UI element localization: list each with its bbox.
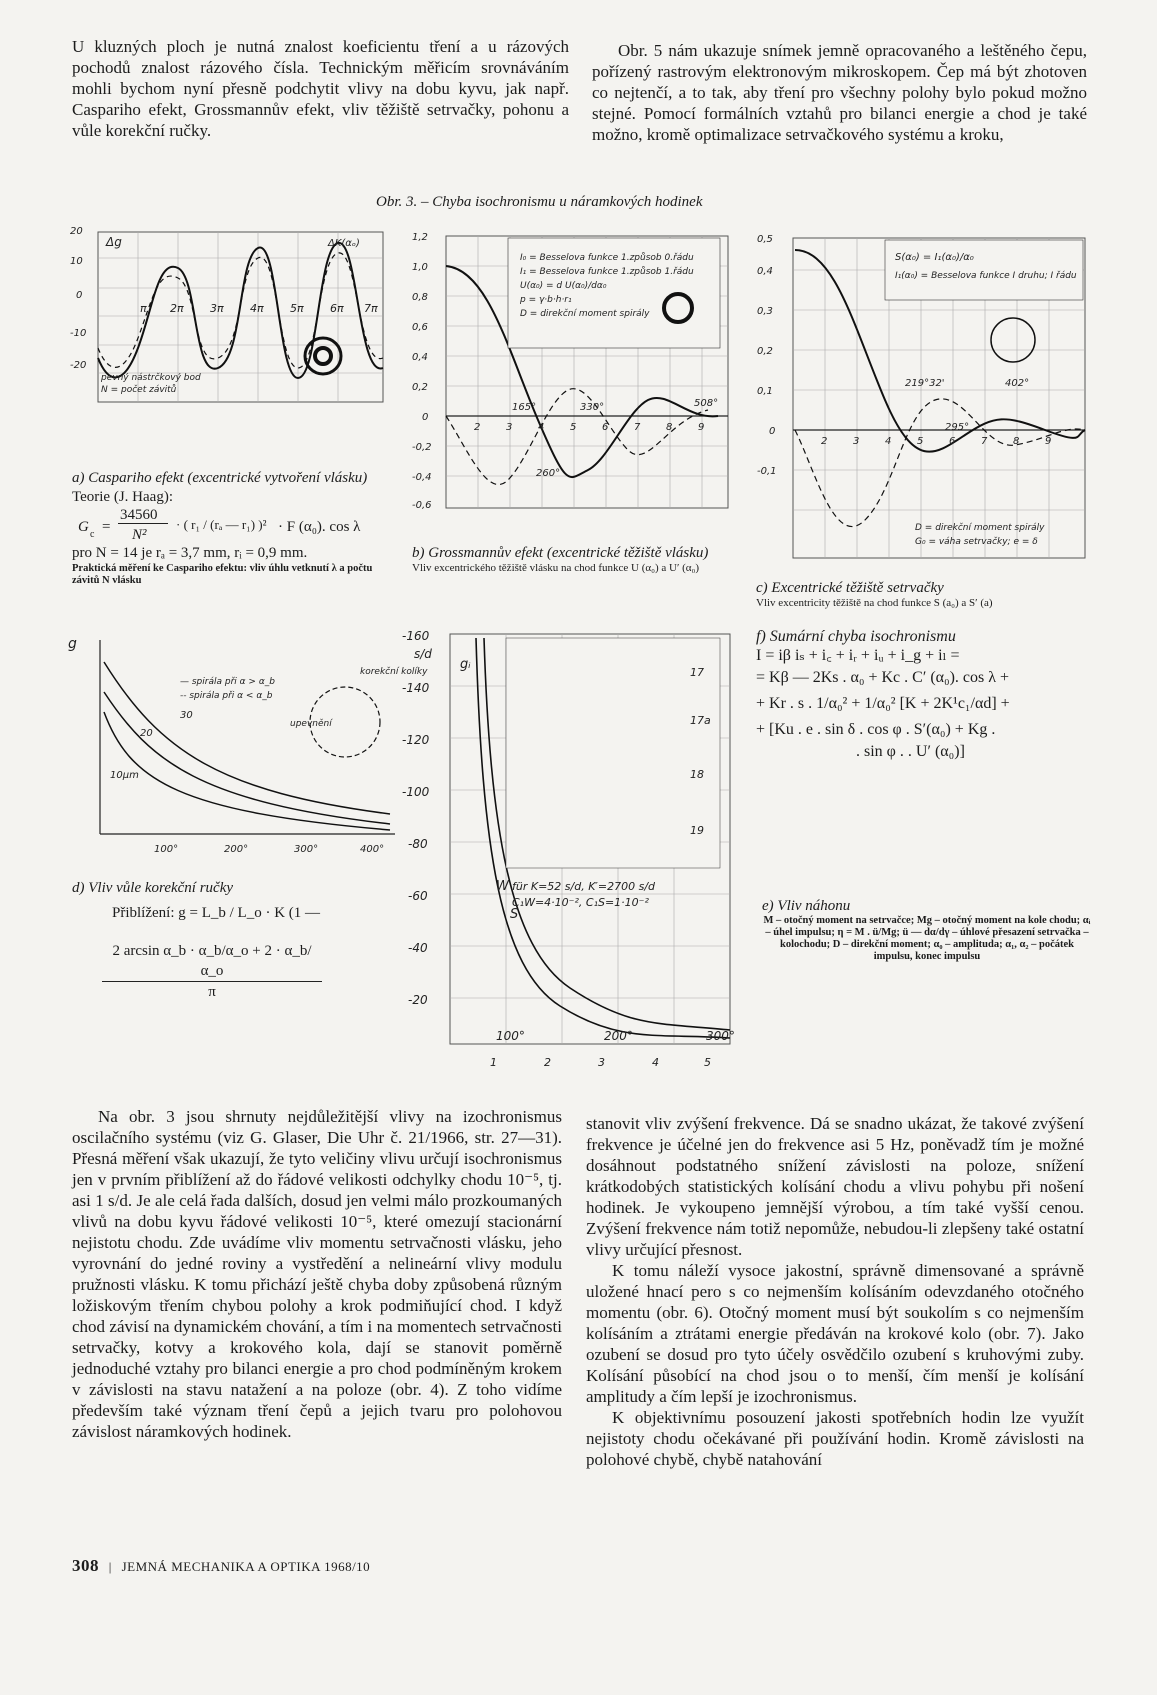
- y-tick: 1,2: [412, 232, 428, 243]
- y-tick: 0,5: [757, 234, 773, 245]
- y-tick: 0: [769, 426, 776, 437]
- legend-item: I₀ = Besselova funkce 1.způsob 0.řádu: [520, 253, 694, 263]
- panel-a-condition: pro N = 14 je rₐ = 3,7 mm, rᵢ = 0,9 mm.: [72, 545, 308, 561]
- w-label: W: [496, 879, 509, 894]
- eq-number: 17a: [690, 714, 711, 727]
- constants-label: C₁W=4·10⁻², C₁S=1·10⁻²: [512, 896, 649, 909]
- curve-label: 20: [140, 728, 153, 739]
- y-tick: -0,1: [757, 466, 777, 477]
- legend-item: -- spirála při α < α_b: [180, 691, 273, 701]
- formula-denominator: N²: [132, 527, 147, 543]
- top-right-paragraph: [592, 40, 1087, 145]
- turns-label: N = počet závitů: [101, 385, 177, 395]
- panel-e-text: [762, 898, 1092, 963]
- x-tick: 8: [1013, 436, 1020, 447]
- y-tick: -80: [408, 837, 428, 851]
- y-tick: -0,2: [412, 442, 432, 453]
- y-tick: 0: [422, 412, 429, 423]
- page-number: 308: [72, 1556, 99, 1575]
- panel-a-chart: [68, 228, 388, 408]
- panel-e-note: M – otočný moment na setrvačce; Mg – otočný moment na kole chodu; αᵢ – úhel impulsu; η = M . ü/Mg; ü — dα/dγ – úhlové přesazení setrvačka – kolochodu; D – direkční moment; α₀ – amplituda; α₁, α₂ – počátek impulsu, konec impulsu: [763, 915, 1091, 962]
- x-tick: 6: [949, 436, 956, 447]
- angle-label: 165°: [512, 402, 537, 413]
- formula-sub: c: [90, 529, 95, 540]
- y-tick: -10: [70, 328, 87, 339]
- x-tick: 5: [570, 422, 577, 433]
- y-tick: 0,4: [757, 266, 773, 277]
- x-tick: 7π: [364, 302, 378, 315]
- panel-a-text: [72, 470, 392, 587]
- x-tick: 6: [602, 422, 609, 433]
- angle-label: 508°: [694, 398, 719, 409]
- curve-label: 10μm: [110, 770, 139, 781]
- y-tick: -0,4: [412, 472, 432, 483]
- y-axis-label: g: [68, 636, 77, 652]
- mount-label: upevnění: [290, 719, 332, 729]
- y-tick: 0,8: [412, 292, 428, 303]
- x-tick: 1: [490, 1056, 497, 1069]
- x-tick: 100°: [496, 1029, 525, 1043]
- angle-label: 402°: [1005, 378, 1030, 389]
- formula-line: + Kr . s . 1/α₀² + 1/α₀² [K + 2K¹c₁/αd] +: [756, 695, 1010, 712]
- journal-name: JEMNÁ MECHANIKA A OPTIKA 1968/10: [121, 1559, 371, 1574]
- y-tick: -0,6: [412, 500, 432, 511]
- formula-part: = L_b / L_o · K (1 —: [189, 905, 321, 921]
- s-label: S: [510, 907, 519, 922]
- formula-rest: · F (α₀). cos λ: [278, 519, 361, 535]
- x-tick: 400°: [360, 844, 385, 855]
- x-tick: 9: [1045, 436, 1052, 447]
- y-tick: -40: [408, 941, 428, 955]
- x-tick: 2π: [170, 302, 184, 315]
- casparri-formula: G c = 34560 N² · ( r₁ / (rₐ — r₁) )² · F (α₀). cos λ: [78, 507, 361, 543]
- x-tick: 3π: [210, 302, 224, 315]
- eq-number: 18: [690, 768, 704, 781]
- page-footer: 308 | JEMNÁ MECHANIKA A OPTIKA 1968/10: [72, 1556, 371, 1575]
- figure-title: Obr. 3. – Chyba isochronismu u náramkových hodinek: [376, 194, 703, 210]
- panel-a-theory: Teorie (J. Haag):: [72, 489, 173, 505]
- panel-c-chart: [755, 230, 1090, 560]
- eq-number: 19: [690, 824, 704, 837]
- y-tick: 0,6: [412, 322, 428, 333]
- x-tick: 4: [885, 436, 892, 447]
- paragraph: K objektivnímu posouzení jakosti spotřebních hodin lze využít nejistoty chodu očekávané při používání hodin. Kromě závislosti na polohové chybě, chybě natahování: [586, 1408, 1084, 1469]
- panel-d-text: [72, 880, 402, 1002]
- legend-item: — spirála při α > α_b: [180, 677, 275, 687]
- approx-label: Přiblížení: g: [112, 905, 186, 921]
- panel-c-caption: c) Excentrické těžiště setrvačky: [756, 580, 944, 596]
- x-tick: 7: [634, 422, 641, 433]
- eq-number: 17: [690, 666, 704, 679]
- paragraph: Obr. 5 nám ukazuje snímek jemně opracovaného a leštěného čepu, pořízený rastrovým elektronovým mikroskopem. Čep má být zhotoven co nejtenčí, a to tak, aby tření pro všechny polohy bylo pokud možno stejné. Pomocí formálních vztahů pro bilanci energie a chod je také možno, kromě optimalizace setrvačkového systému a kroku,: [592, 41, 1087, 144]
- formula-line: + [Ku . e . sin δ . cos φ . S′(α₀) + Kg .: [756, 721, 996, 738]
- panel-a-caption: a) Caspariho efekt (excentrické vytvoření vlásku): [72, 470, 368, 486]
- legend-item: U(α₀) = d U(α₀)/dα₀: [520, 281, 607, 291]
- y-tick: -140: [402, 681, 430, 695]
- x-tick: 4: [652, 1056, 659, 1069]
- y-tick: -160: [402, 629, 430, 643]
- x-tick: 7: [981, 436, 988, 447]
- x-tick: 5: [704, 1056, 711, 1069]
- delta-k-label: ΔK(αₒ): [328, 238, 360, 249]
- x-tick: 9: [698, 422, 705, 433]
- panel-c-note: Vliv excentricity těžiště na chod funkce S (a₀) a S′ (a): [756, 597, 993, 609]
- constants-label: für K=52 s/d, K′=2700 s/d: [512, 880, 656, 893]
- x-tick: 200°: [604, 1029, 633, 1043]
- y-tick: -20: [408, 993, 428, 1007]
- formula-denominator: π: [208, 984, 216, 1000]
- angle-label: 295°: [945, 422, 970, 433]
- panel-e-caption: e) Vliv náhonu: [762, 898, 851, 914]
- x-tick: 300°: [706, 1029, 735, 1043]
- legend-item: G₀ = váha setrvačky; e = δ: [915, 537, 1038, 547]
- y-tick: -100: [402, 785, 430, 799]
- formula-line: = Kβ — 2Ks . α₀ + Kc . C′ (α₀). cos λ +: [756, 669, 1010, 686]
- legend-item: D = direkční moment spirály: [915, 523, 1045, 533]
- x-tick: 5π: [290, 302, 304, 315]
- panel-b-text: [412, 545, 742, 574]
- y-tick: 20: [70, 226, 83, 237]
- angle-label: 260°: [536, 468, 561, 479]
- paragraph: stanovit vliv zvýšení frekvence. Dá se snadno ukázat, že takové zvýšení frekvence je účelné jen do frekvence asi 5 Hz, poněvadž tím je možné dosáhnout podstatného snížení závislosti na poloze, snížení krátkodobých statistických kolísání chodu a vlivu pohybu při nošení hodinek. Je vykoupeno jemnější výrobou, a tím také vyšší cenou. Zvýšení frekvence nám totiž nepomůže, nebudou-li zlepšeny také ostatní vlivy určující přesnost.: [586, 1114, 1084, 1259]
- y-tick: 0,2: [412, 382, 428, 393]
- legend-item: I₁ = Besselova funkce 1.způsob 1.řádu: [520, 267, 694, 277]
- angle-label: 330°: [580, 402, 605, 413]
- x-tick: 4: [538, 422, 545, 433]
- paragraph: Na obr. 3 jsou shrnuty nejdůležitější vlivy na izochronismus oscilačního systému (viz G. Glaser, Die Uhr č. 21/1966, str. 27—31). Přesná měření však ukazují, že tyto veličiny vlivu určují isochronismus jen v prvním přiblížení až do řádové velikosti odchylky chodu 10⁻⁵, tj. asi 1 s/d. Je ale celá řada dalších, dosud jen velmi málo prozkoumaných vlivů na dobu kyvu řádové velikosti 10⁻⁵, které omezují stacionární nejistotu chodu. Zde uvádíme vliv momentu setrvačnosti vlásku, jeho vyrovnání do jedné roviny a vystředění a nelineární vlivy modulu pružnosti vlásku. K tomu přichází ještě chyba doby způsobená různým ložiskovým třením chybou polohy a krok podmiňující chod. I když chod závisí na dynamickém chování, a tím i na momentech setrvačnosti setrvačky, kotvy a krokového kola, dají se stanovit poměrně jednoduché vztahy pro bilanci energie a pro chod podmíněným krokem v závislosti na stavu natažení a na poloze (obr. 4). Z toho vidíme především také význam tření čepů a jejich tvaru pro polohovou závislost náramkových hodinek.: [72, 1107, 562, 1441]
- x-tick: 200°: [224, 844, 249, 855]
- y-tick: 0,1: [757, 386, 773, 397]
- y-tick: 0: [76, 290, 83, 301]
- bottom-right-column: [586, 1113, 1084, 1470]
- bottom-left-paragraph: [72, 1106, 562, 1442]
- fixed-point-label: pevný nástrčkový bod: [101, 373, 201, 383]
- x-tick: 300°: [294, 844, 319, 855]
- legend-item: I₁(α₀) = Besselova funkce I druhu; I řádu: [895, 271, 1077, 281]
- y-tick: -60: [408, 889, 428, 903]
- delta-g-label: Δg: [106, 235, 122, 249]
- y-tick: 10: [70, 256, 83, 267]
- panel-b-chart: [408, 230, 733, 520]
- paragraph: U kluzných ploch je nutná znalost koeficientu tření a u rázových pochodů znalost rázového čísla. Technickým měřicím srovnáváním mohli bychom nyní přesně podchytit vlivy na dobu kyvu, jak např. Caspariho efekt, Grossmannův efekt, vliv těžiště setrvačky, pohonu a vůle korekční ručky.: [72, 37, 569, 140]
- panel-f-caption: f) Sumární chyba isochronismu: [756, 628, 956, 645]
- unit-label: s/d: [414, 647, 432, 661]
- x-tick: π: [140, 302, 147, 315]
- panel-c-text: [756, 580, 1096, 609]
- x-tick: 2: [821, 436, 828, 447]
- formula-numerator: 34560: [120, 507, 158, 523]
- panel-a-note: Praktická měření ke Caspariho efektu: vliv úhlu vetknutí λ a počtu závitů N vlásku: [72, 563, 373, 586]
- top-left-paragraph: [72, 36, 569, 141]
- panel-d-caption: d) Vliv vůle korekční ručky: [72, 880, 234, 896]
- x-tick: 2: [474, 422, 481, 433]
- y-tick: 0,4: [412, 352, 428, 363]
- angle-label: 219°32': [905, 378, 945, 389]
- x-tick: 3: [598, 1056, 605, 1069]
- pins-label: korekční kolíky: [360, 667, 428, 677]
- x-tick: 3: [506, 422, 513, 433]
- legend-item: D = direkční moment spirály: [520, 309, 650, 319]
- y-tick: 1,0: [412, 262, 428, 273]
- panel-b-caption: b) Grossmannův efekt (excentrické těžiště vlásku): [412, 545, 709, 561]
- gi-label: gᵢ: [460, 657, 471, 672]
- y-tick: 0,3: [757, 306, 773, 317]
- panel-f: [756, 628, 1096, 763]
- y-tick: 0,2: [757, 346, 773, 357]
- x-tick: 4π: [250, 302, 264, 315]
- paragraph: K tomu náleží vysoce jakostní, správně dimensované a správně uložené hnací pero s co nejmenším kolísáním odevzdaného otočného momentu (obr. 6). Otočný moment musí být soukolím s co nejmenším kolísáním a ztrátami energie předáván na krokové kolo (obr. 7). Jako ozubení se dosud pro tyto účely osvědčilo ozubení s kruhovými zuby. Kolísání působící na chod jsou o to menší, čím menší je kolísání amplitudy a čím lepší je izochronismus.: [586, 1261, 1084, 1406]
- panel-b-note: Vliv excentrického těžiště vlásku na chod funkce U (α₀) a U′ (α₀): [412, 562, 700, 574]
- x-tick: 3: [853, 436, 860, 447]
- formula-numerator: 2 arcsin α_b · α_b/α_o + 2 · α_b/α_o: [102, 941, 322, 982]
- legend-item: p = γ·b·h·r₁: [520, 295, 572, 305]
- panel-e-chart: [400, 628, 740, 1078]
- curve-label: 30: [180, 710, 193, 721]
- formula-line: . sin φ . . U′ (α₀)]: [856, 743, 965, 760]
- x-tick: 6π: [330, 302, 344, 315]
- x-tick: 100°: [154, 844, 179, 855]
- y-tick: -20: [70, 360, 87, 371]
- y-tick: -120: [402, 733, 430, 747]
- formula-lhs: G: [78, 519, 89, 535]
- x-tick: 8: [666, 422, 673, 433]
- formula-line: I = iβ iₛ + i꜀ + iᵣ + iᵤ + i_g + iₗ =: [756, 647, 960, 664]
- x-tick: 2: [544, 1056, 551, 1069]
- legend-item: S(α₀) = I₁(α₀)/α₀: [895, 252, 974, 263]
- x-tick: 5: [917, 436, 924, 447]
